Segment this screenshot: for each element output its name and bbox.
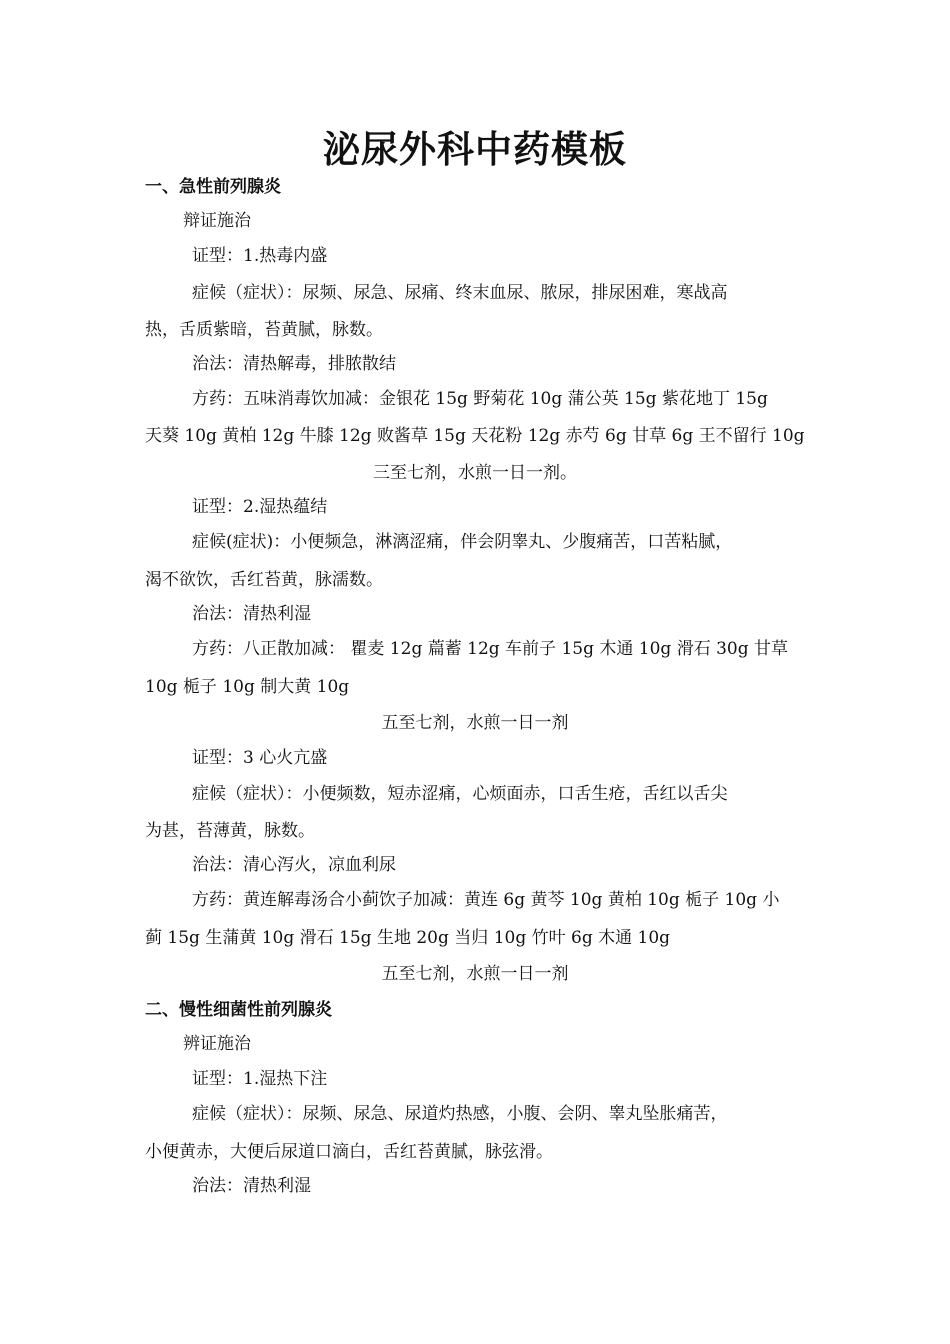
symptoms-line: 为甚，苔薄黄，脉数。 bbox=[145, 821, 315, 841]
formula-line: 10g 栀子 10g 制大黄 10g bbox=[145, 677, 350, 697]
symptoms-line: 症候（症状）：尿频、尿急、尿道灼热感，小腹、会阴、睾丸坠胀痛苦， bbox=[192, 1104, 728, 1124]
symptoms-line: 症候（症状）：尿频、尿急、尿痛、终末血尿、脓尿，排尿困难，寒战高 bbox=[192, 283, 728, 303]
symptoms-line: 热，舌质紫暗，苔黄腻，脉数。 bbox=[145, 320, 383, 340]
symptoms-line: 渴不欲饮，舌红苔黄，脉濡数。 bbox=[145, 570, 383, 590]
syndrome-type: 证型：1.热毒内盛 bbox=[192, 246, 328, 266]
section-intro: 辨证施治 bbox=[183, 1034, 251, 1054]
usage-instruction: 三至七剂，水煎一日一剂。 bbox=[373, 463, 577, 483]
usage-instruction: 五至七剂，水煎一日一剂 bbox=[381, 713, 569, 733]
usage-instruction: 五至七剂，水煎一日一剂 bbox=[381, 964, 569, 984]
symptoms-line: 症候(症状)：小便频急，淋漓涩痛，伴会阴睾丸、少腹痛苦，口苦粘腻， bbox=[192, 532, 733, 552]
section-heading: 一、急性前列腺炎 bbox=[145, 177, 281, 197]
formula-line: 方药：黄连解毒汤合小蓟饮子加减：黄连 6g 黄芩 10g 黄柏 10g 栀子 10g 小 bbox=[192, 890, 780, 910]
treatment-method: 治法：清心泻火，凉血利尿 bbox=[192, 855, 396, 875]
syndrome-type: 证型：2.湿热蕴结 bbox=[192, 497, 328, 517]
formula-line: 方药：五味消毒饮加减：金银花 15g 野菊花 10g 蒲公英 15g 紫花地丁 15g bbox=[192, 389, 768, 409]
document-title: 泌尿外科中药模板 bbox=[323, 128, 627, 171]
treatment-method: 治法：清热利湿 bbox=[192, 604, 311, 624]
formula-line: 天葵 10g 黄柏 12g 牛膝 12g 败酱草 15g 天花粉 12g 赤芍 6g 甘草 6g 王不留行 10g bbox=[145, 426, 805, 446]
treatment-method: 治法：清热解毒，排脓散结 bbox=[192, 354, 396, 374]
section-intro: 辩证施治 bbox=[183, 211, 251, 231]
section-heading: 二、慢性细菌性前列腺炎 bbox=[145, 1000, 332, 1020]
symptoms-line: 小便黄赤，大便后尿道口滴白，舌红苔黄腻，脉弦滑。 bbox=[145, 1142, 553, 1162]
syndrome-type: 证型：1.湿热下注 bbox=[192, 1069, 328, 1089]
syndrome-type: 证型：3 心火亢盛 bbox=[192, 748, 328, 768]
symptoms-line: 症候（症状）：小便频数，短赤涩痛，心烦面赤，口舌生疮，舌红以舌尖 bbox=[192, 784, 728, 804]
formula-line: 方药：八正散加减： 瞿麦 12g 萹蓄 12g 车前子 15g 木通 10g 滑石 30g 甘草 bbox=[192, 639, 789, 659]
treatment-method: 治法：清热利湿 bbox=[192, 1176, 311, 1196]
formula-line: 蓟 15g 生蒲黄 10g 滑石 15g 生地 20g 当归 10g 竹叶 6g 木通 10g bbox=[145, 928, 671, 948]
